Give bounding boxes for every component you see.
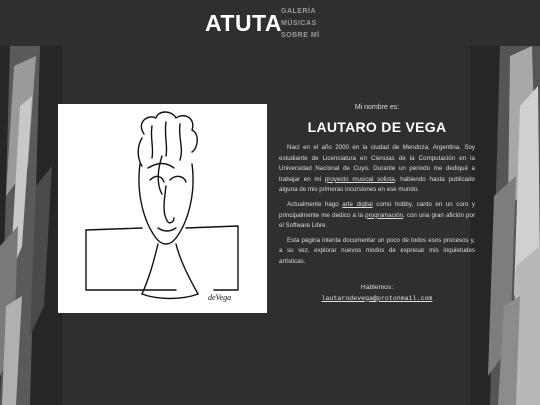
left-noise-decoration: [0, 46, 62, 405]
right-noise-decoration: [470, 46, 540, 405]
bio-text: Nací en el año 2000 en la ciudad de Mendoza, Argentina. Soy estudiante de Licenciatura en Ciencias de la Computación en la Universidad Nacional de Cuyo. Durante un periodo me dediqué a trabajar en mi: [279, 144, 475, 183]
bio-text: , habiendo hasta publicado alguna de mis primeras incursiones en ese mundo.: [279, 175, 475, 194]
email-link[interactable]: lautarodevega@protonmail.com: [321, 294, 433, 302]
site-logo[interactable]: ATUTA: [205, 10, 283, 36]
link-proyecto-musical[interactable]: proyecto musical solista: [324, 175, 395, 183]
bio-text: , con una gran afición por el Software Libre.: [279, 211, 475, 230]
bio-text: como hobby, canto en un coro y principalmente me dedico a la: [279, 200, 475, 219]
bio-text: Actualmente hago: [287, 200, 343, 208]
portrait-image: [58, 104, 267, 313]
bio-paragraph-1: [279, 143, 475, 196]
about-section: [279, 104, 475, 302]
nav-musicas[interactable]: MÚSICAS: [281, 20, 317, 27]
author-name: LAUTARO DE VEGA: [307, 119, 447, 135]
link-arte-digital[interactable]: arte digital: [342, 200, 373, 208]
contact-label: Hablemos:: [360, 283, 394, 291]
site-header: [0, 0, 540, 46]
intro-text: Mi nombre es:: [354, 104, 400, 111]
link-programacion[interactable]: programación: [365, 211, 403, 219]
main-nav: [281, 6, 320, 42]
nav-galeria[interactable]: GALERÍA: [281, 8, 316, 15]
bio-paragraph-2: [279, 200, 475, 232]
bio-paragraph-3: Esta página intenta documentar un poco de todos esos procesos y, a su vez, explorar nuevos modos de expresar mis inquietudes artísticas.: [279, 236, 475, 265]
nav-sobre-mi[interactable]: SOBRE MÍ: [281, 32, 320, 39]
portrait-signature: deVega: [208, 293, 232, 302]
